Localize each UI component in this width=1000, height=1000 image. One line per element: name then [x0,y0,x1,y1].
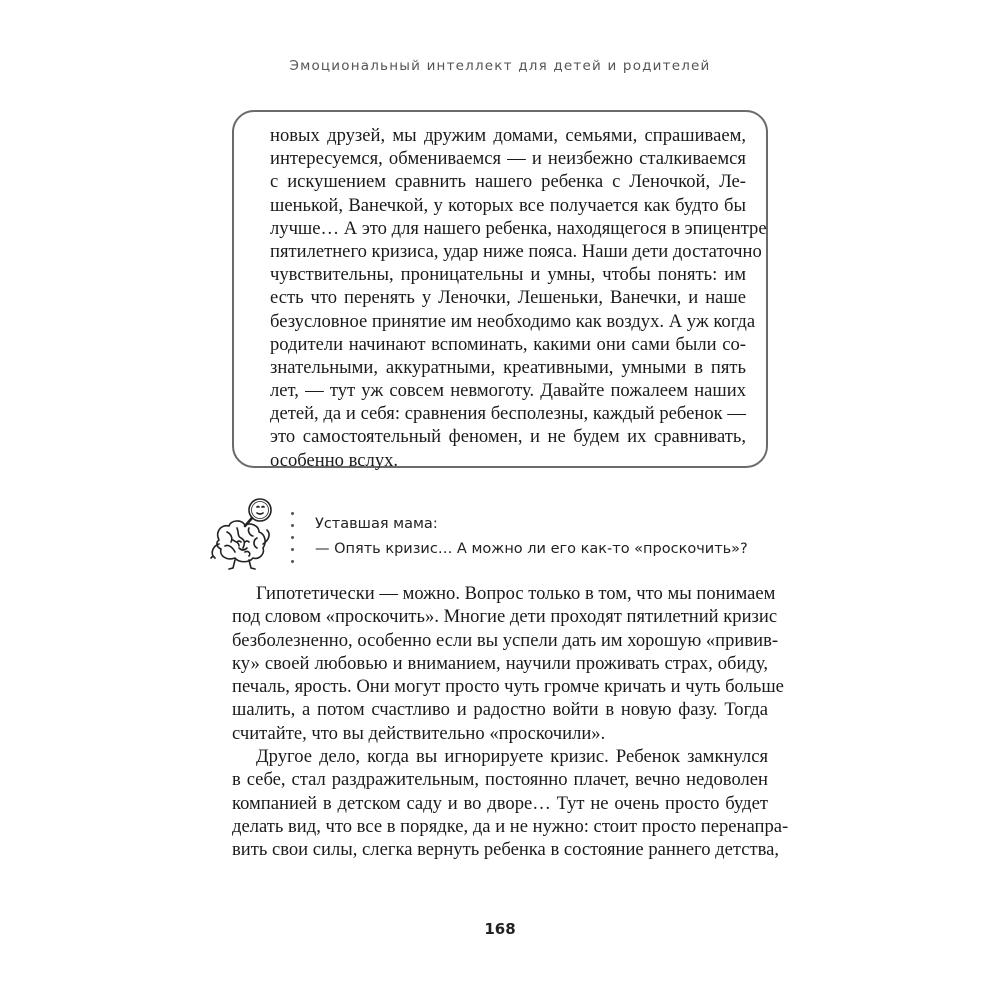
body-line: ку» своей любовью и вниманием, научили проживать страх, обиду, [232,652,768,674]
callout-box [232,110,768,471]
body-line: печаль, ярость. Они могут просто чуть громче кричать и чуть больше [232,676,784,698]
body-text [232,582,789,862]
dialogue-speaker: Уставшая мама: [315,516,438,532]
page-number: 168 [484,920,516,938]
running-head: Эмоциональный интеллект для детей и родителей [289,58,711,74]
callout-line: лет, — тут уж совсем невмоготу. Давайте пожалеем наших [270,380,746,402]
callout-line: родители начинают вспоминать, какими они сами были со- [270,333,746,355]
callout-line: особенно вслух. [270,449,399,471]
callout-line: чувствительны, проницательны и умны, чтобы понять: им [270,264,746,286]
body-line: вить свои силы, слегка вернуть ребенка в состояние раннего детства, [232,839,780,861]
callout-line: шенькой, Ванечкой, у которых все получается как будто бы [270,194,746,216]
body-line: шалить, а потом счастливо и радостно войти в новую фазу. Тогда [232,699,768,721]
brain-with-magnifier-icon [205,496,285,576]
body-line: безболезненно, особенно если вы успели дать им хорошую «привив- [232,629,779,651]
callout-line: лучше… А это для нашего ребенка, находящегося в эпицентре [270,217,767,239]
callout-line: это самостоятельный феномен, и не будем их сравнивать, [270,426,746,448]
callout-line: интересуемся, обмениваемся — и неизбежно сталкиваемся [270,148,746,170]
body-line: компанией в детском саду и во дворе… Тут не очень просто будет [232,792,768,814]
dialogue-dots [289,512,297,572]
callout-line: детей, да и себя: сравнения бесполезны, каждый ребенок — [270,403,746,425]
body-line: под словом «проскочить». Многие дети проходят пятилетний кризис [232,606,778,628]
callout-line: новых друзей, мы дружим домами, семьями, спрашиваем, [270,125,746,146]
body-line: Гипотетически — можно. Вопрос только в том, что мы понимаем [256,583,776,604]
body-line: Другое дело, когда вы игнорируете кризис. Ребенок замкнулся [256,746,768,768]
callout-line: с искушением сравнить нашего ребенка с Леночкой, Ле- [270,171,746,193]
body-line: в себе, стал раздражительным, постоянно плачет, вечно недоволен [232,769,768,791]
callout-line: знательными, аккуратными, креативными, умными в пять [270,356,746,378]
callout-line: есть что перенять у Леночки, Лешеньки, Ванечки, и наше [270,287,746,309]
body-line: считайте, что вы действительно «проскочили». [232,722,606,744]
callout-line: безусловное принятие им необходимо как воздух. А уж когда [270,310,756,332]
callout-line: пятилетнего кризиса, удар ниже пояса. Наши дети достаточно [270,240,762,262]
body-line: делать вид, что все в порядке, да и не нужно: стоит просто перенапра- [232,815,789,837]
dialogue-block [205,496,785,576]
dialogue-quote: — Опять кризис… А можно ли его как-то «проскочить»? [315,541,748,557]
